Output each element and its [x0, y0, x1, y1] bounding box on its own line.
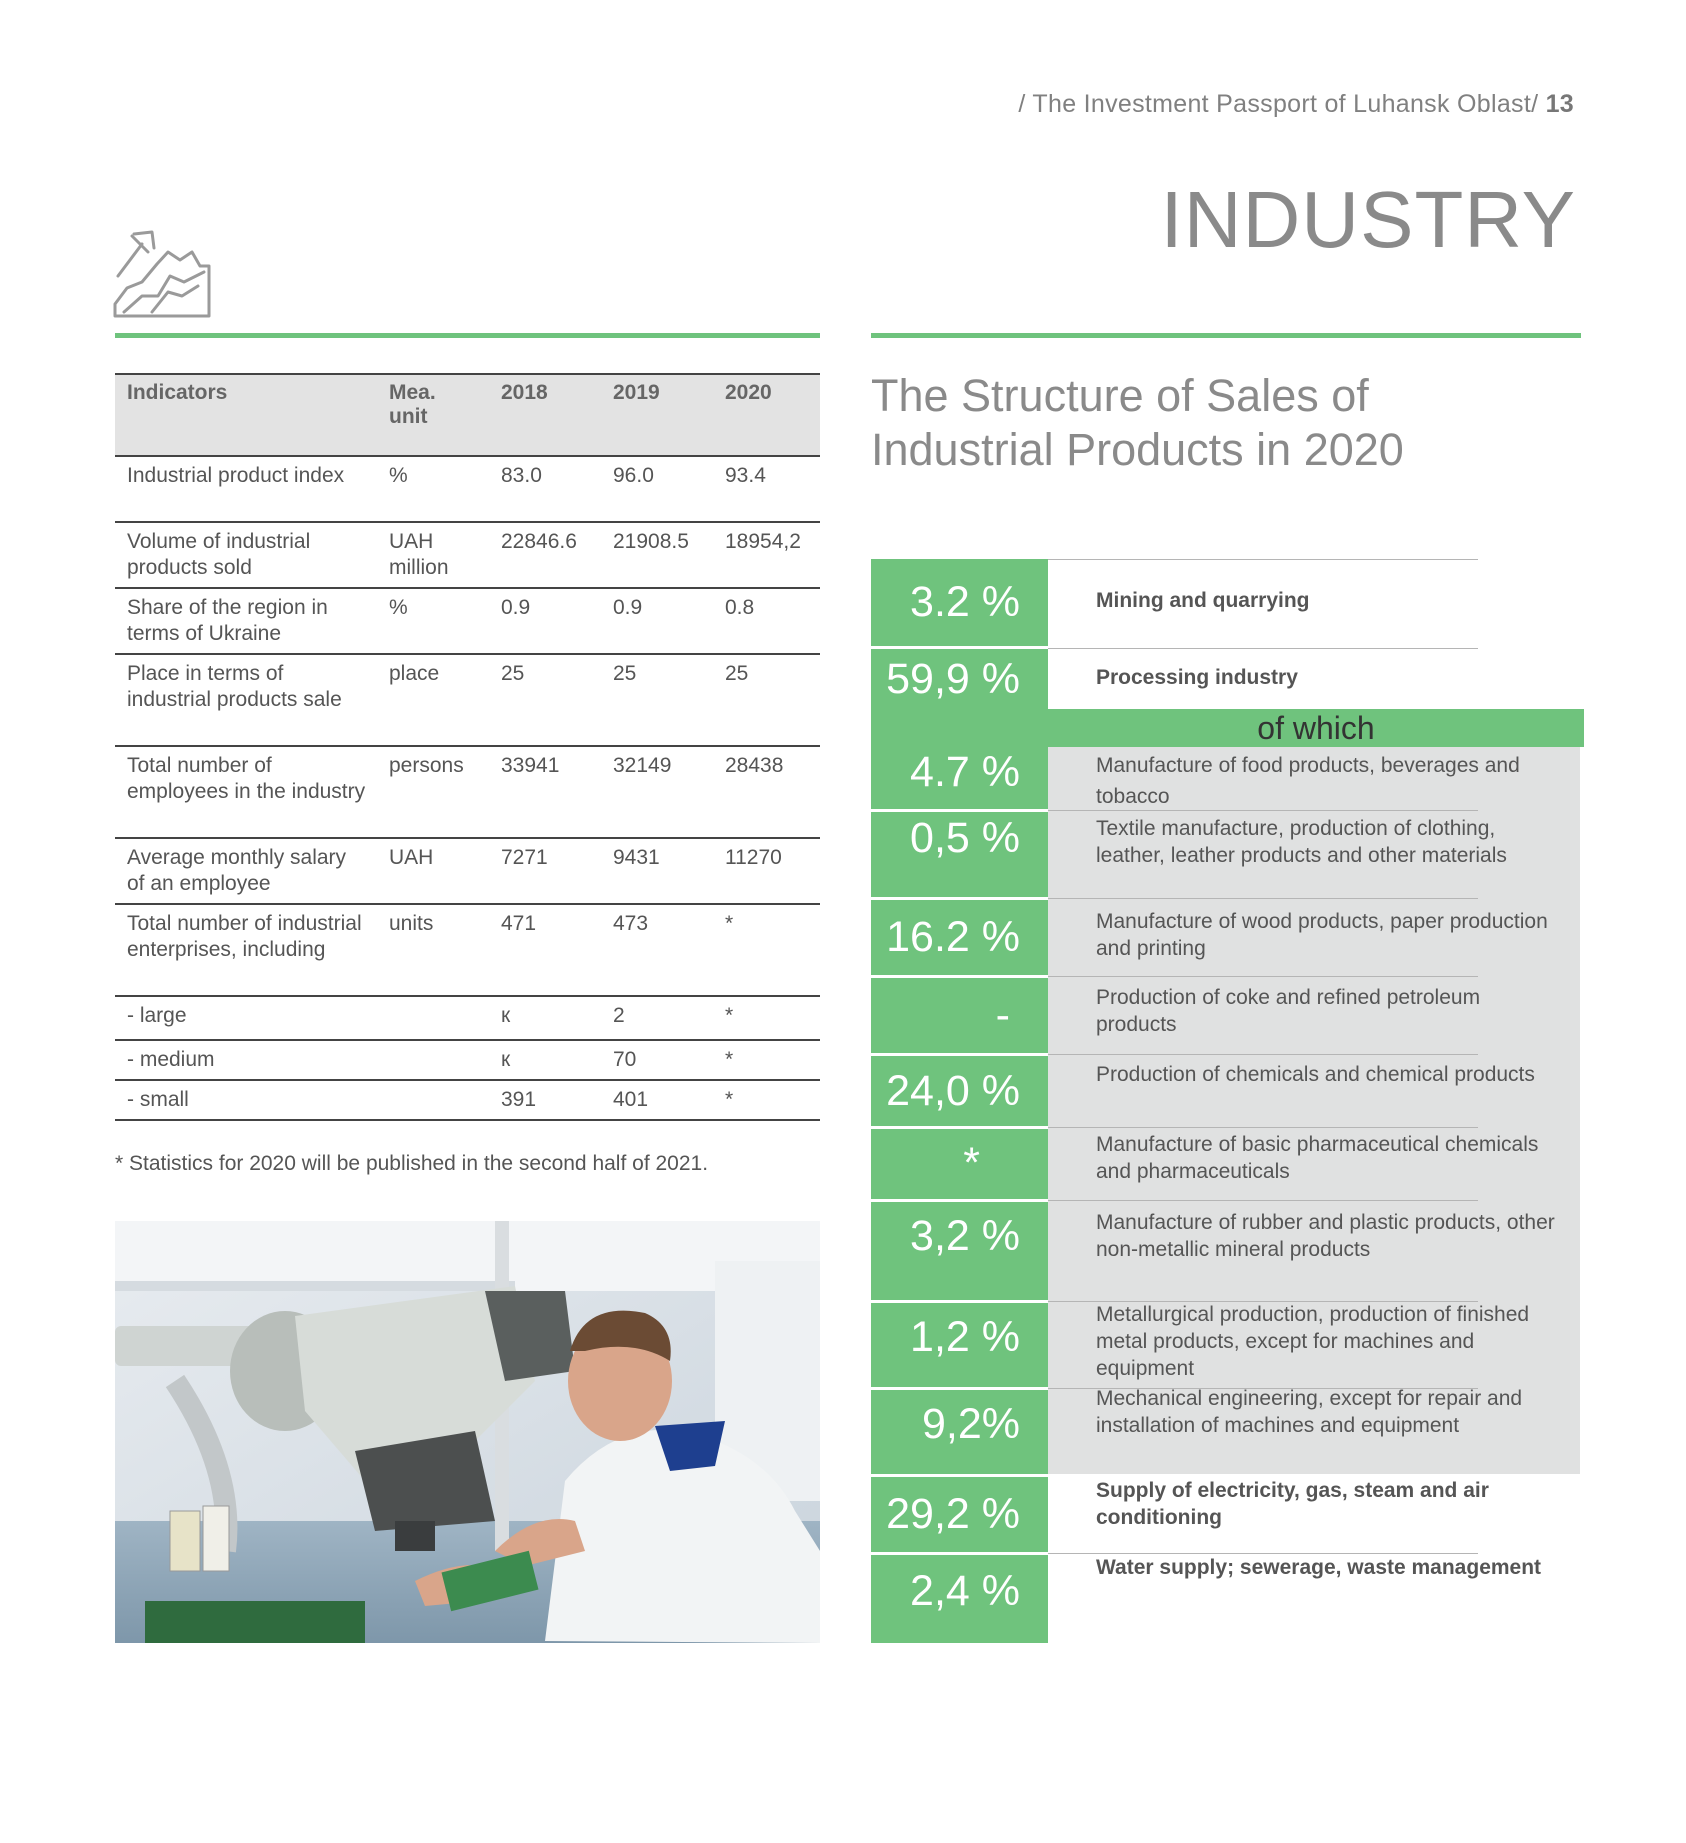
cell: 25: [601, 654, 713, 746]
col-2018: 2018: [489, 374, 601, 456]
cell: Volume of industrial products sold: [115, 522, 377, 588]
pct-processing: 59,9 %: [871, 649, 1048, 709]
cell: 401: [601, 1080, 713, 1120]
separator: [879, 1387, 1048, 1390]
cell: - medium: [115, 1040, 377, 1080]
table-row: [115, 1080, 820, 1120]
cell: %: [377, 456, 489, 522]
cell: 22846.6: [489, 522, 601, 588]
col-indicators: Indicators: [115, 374, 377, 456]
label-mining: Mining and quarrying: [1096, 589, 1310, 612]
cell: *: [713, 904, 820, 996]
cell: 7271: [489, 838, 601, 904]
label-food: Manufacture of food products, beverages and tobacco: [1096, 754, 1520, 808]
cell: [377, 1040, 489, 1080]
cell: *: [713, 1040, 820, 1080]
label-chemicals: Production of chemicals and chemical products: [1096, 1063, 1535, 1086]
table-header-row: [115, 374, 820, 456]
cell: 0.9: [601, 588, 713, 654]
cell: UAH: [377, 838, 489, 904]
cell: *: [713, 996, 820, 1040]
cell: 33941: [489, 746, 601, 838]
row-line: [1048, 1127, 1478, 1128]
left-divider: [115, 333, 820, 338]
table-row: [115, 838, 820, 904]
col-unit: Mea. unit: [377, 374, 489, 456]
label-metallurgy: Metallurgical production, production of finished metal products, except for machines and equipment: [1096, 1303, 1530, 1380]
row-line: [1048, 976, 1478, 977]
label-textile: Textile manufacture, production of clothing, leather, leather products and other materials: [1096, 817, 1507, 867]
pct-metallurgy: 1,2 %: [871, 1303, 1048, 1387]
pct-water: 2,4 %: [871, 1555, 1048, 1643]
cell: Industrial product index: [115, 456, 377, 522]
structure-title-line1: The Structure of Sales of: [871, 370, 1369, 421]
table-row: [115, 904, 820, 996]
separator: [879, 897, 1048, 900]
separator: [879, 1199, 1048, 1202]
cell: 25: [713, 654, 820, 746]
table-row: [115, 456, 820, 522]
pct-pharma: *: [871, 1129, 1048, 1199]
section-title: INDUSTRY: [1160, 174, 1576, 264]
label-coke: Production of coke and refined petroleum products: [1096, 986, 1481, 1036]
table-row: [115, 996, 820, 1040]
cell: - large: [115, 996, 377, 1040]
separator: [879, 1300, 1048, 1303]
cell: *: [713, 1080, 820, 1120]
cell: Total number of employees in the industry: [115, 746, 377, 838]
indicators-table: [115, 373, 820, 1121]
cell: 25: [489, 654, 601, 746]
row-line: [1048, 1054, 1478, 1055]
table-row: [115, 654, 820, 746]
cell: %: [377, 588, 489, 654]
separator: [879, 809, 1048, 812]
separator: [879, 975, 1048, 978]
row-line: [1048, 648, 1478, 649]
cell: 70: [601, 1040, 713, 1080]
cell: UAH million: [377, 522, 489, 588]
cell: Place in terms of industrial products sale: [115, 654, 377, 746]
label-processing: Processing industry: [1096, 666, 1298, 689]
pct-mining: 3.2 %: [871, 559, 1048, 646]
cell: 21908.5: [601, 522, 713, 588]
separator: [879, 1474, 1048, 1477]
engineer-microscope-photo: [115, 1221, 820, 1643]
cell: 32149: [601, 746, 713, 838]
table-footnote: * Statistics for 2020 will be published in the second half of 2021.: [115, 1152, 709, 1175]
cell: place: [377, 654, 489, 746]
pct-chemicals: 24,0 %: [871, 1056, 1048, 1126]
cell: Share of the region in terms of Ukraine: [115, 588, 377, 654]
label-wood: Manufacture of wood products, paper production and printing: [1096, 910, 1548, 960]
of-which-banner: of which: [1048, 709, 1584, 747]
label-pharma: Manufacture of basic pharmaceutical chemicals and pharmaceuticals: [1096, 1133, 1539, 1183]
pct-coke: -: [871, 978, 1048, 1053]
row-line: [1048, 898, 1478, 899]
cell: 9431: [601, 838, 713, 904]
cell: 2: [601, 996, 713, 1040]
table-row: [115, 522, 820, 588]
separator: [879, 1126, 1048, 1129]
cell: [377, 996, 489, 1040]
cell: Average monthly salary of an employee: [115, 838, 377, 904]
cell: 11270: [713, 838, 820, 904]
separator: [879, 1053, 1048, 1056]
cell: 0.8: [713, 588, 820, 654]
label-rubber: Manufacture of rubber and plastic products, other non-metallic mineral products: [1096, 1211, 1555, 1261]
pct-wood: 16.2 %: [871, 900, 1048, 975]
cell: к: [489, 996, 601, 1040]
cell: units: [377, 904, 489, 996]
row-line: [1048, 1200, 1478, 1201]
pct-rubber: 3,2 %: [871, 1202, 1048, 1300]
page-number: 13: [1545, 90, 1574, 118]
row-line: [1048, 559, 1478, 560]
publication-title: / The Investment Passport of Luhansk Oblast/: [1018, 90, 1539, 118]
cell: 93.4: [713, 456, 820, 522]
cell: 391: [489, 1080, 601, 1120]
label-electricity: Supply of electricity, gas, steam and air conditioning: [1096, 1479, 1489, 1529]
cell: - small: [115, 1080, 377, 1120]
cell: 28438: [713, 746, 820, 838]
mining-icon: [112, 230, 212, 320]
label-engineering: Mechanical engineering, except for repair and installation of machines and equipment: [1096, 1387, 1523, 1437]
table-row: [115, 746, 820, 838]
cell: 83.0: [489, 456, 601, 522]
cell: persons: [377, 746, 489, 838]
cell: 96.0: [601, 456, 713, 522]
separator: [879, 646, 1048, 649]
cell: [377, 1080, 489, 1120]
col-2020: 2020: [713, 374, 820, 456]
cell: Total number of industrial enterprises, including: [115, 904, 377, 996]
col-2019: 2019: [601, 374, 713, 456]
structure-title: [871, 369, 1404, 477]
cell: 471: [489, 904, 601, 996]
cell: 18954,2: [713, 522, 820, 588]
label-water: Water supply; sewerage, waste management: [1096, 1556, 1542, 1579]
cell: 473: [601, 904, 713, 996]
cell: к: [489, 1040, 601, 1080]
running-header: [1018, 90, 1574, 119]
table-row: [115, 588, 820, 654]
pct-food: 4.7 %: [871, 709, 1048, 809]
structure-title-line2: Industrial Products in 2020: [871, 424, 1404, 475]
table-row: [115, 1040, 820, 1080]
pct-textile: 0,5 %: [871, 812, 1048, 897]
right-divider: [871, 333, 1581, 338]
cell: 0.9: [489, 588, 601, 654]
pct-engineering: 9,2%: [871, 1390, 1048, 1474]
pct-electricity: 29,2 %: [871, 1477, 1048, 1552]
separator: [879, 1552, 1048, 1555]
